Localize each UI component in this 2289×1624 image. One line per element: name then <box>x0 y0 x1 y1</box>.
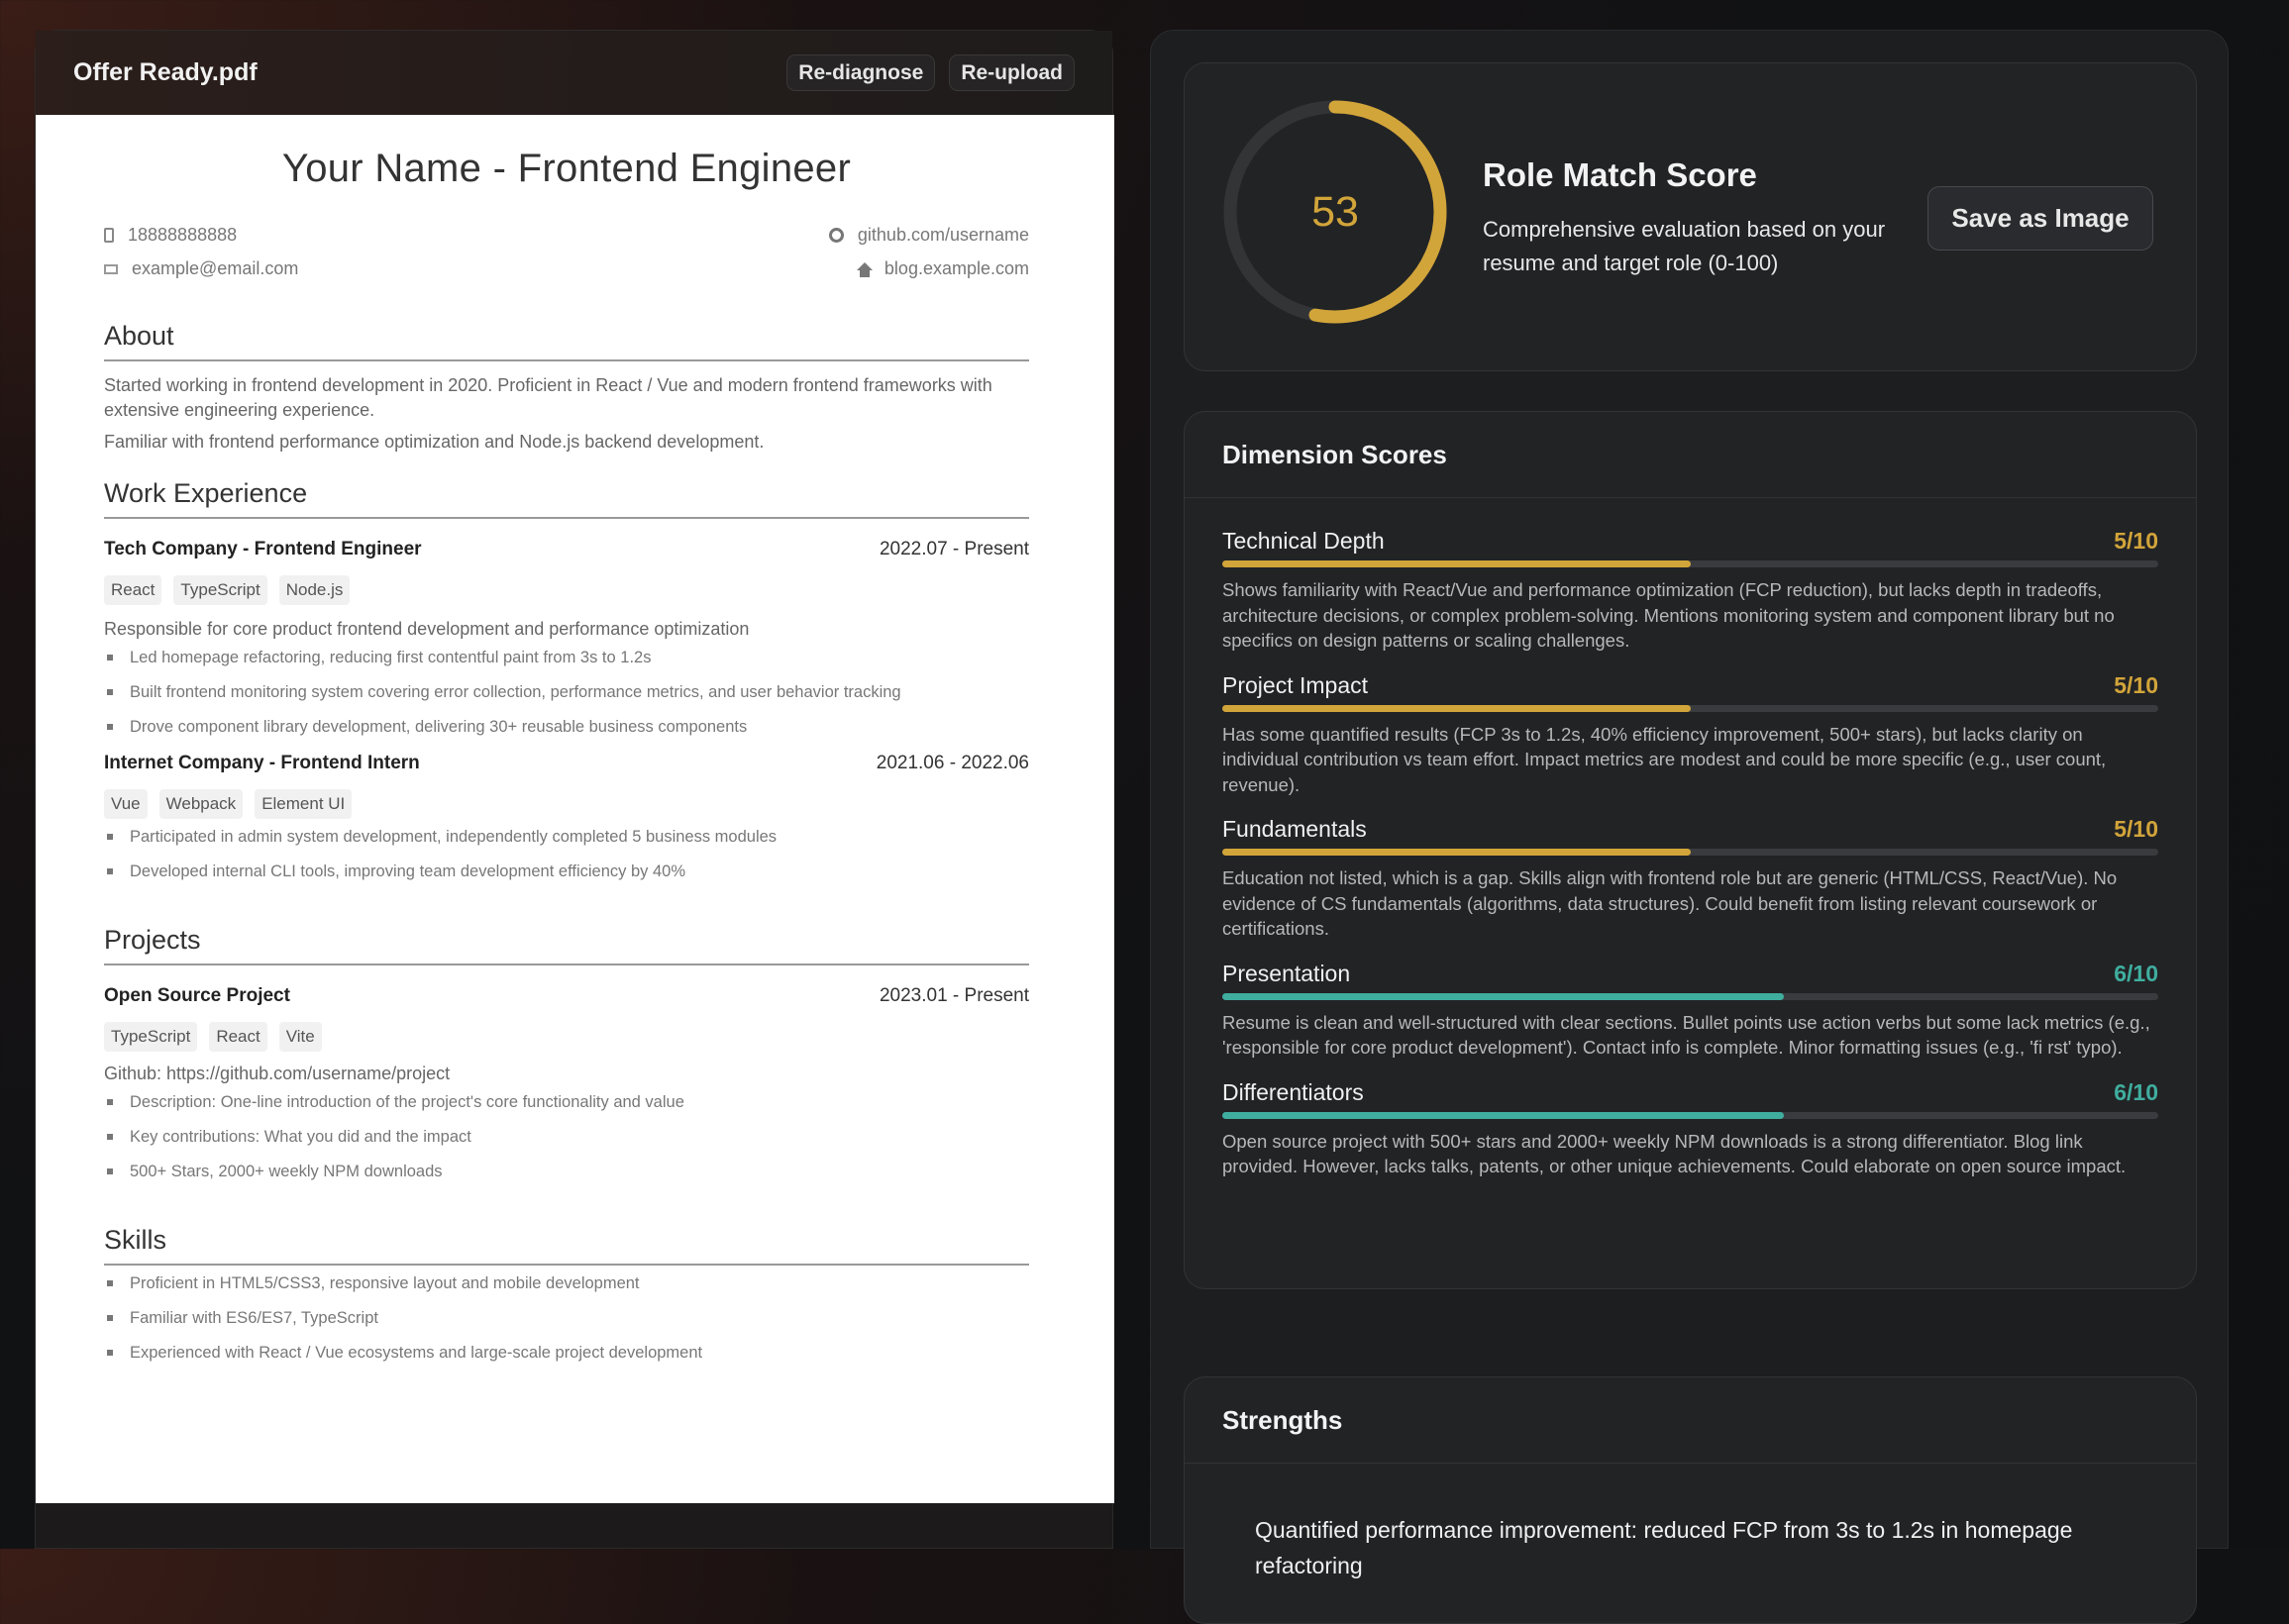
project-tags <box>104 1022 1029 1052</box>
save-as-image-button[interactable]: Save as Image <box>1927 186 2153 251</box>
dimension-name: Fundamentals <box>1222 816 1367 842</box>
dimension-scores-heading: Dimension Scores <box>1185 412 2196 498</box>
dimension-bar <box>1222 849 2158 856</box>
bullet-item: Description: One-line introduction of the project's core functionality and value <box>104 1092 1029 1112</box>
strengths-heading: Strengths <box>1185 1377 2196 1464</box>
dimension-header <box>1222 1079 2158 1106</box>
dimension-item <box>1222 528 2158 654</box>
dimension-description: Education not listed, which is a gap. Skills align with frontend role but are generic (HTML/CSS, React/Vue). No evidence of CS fundamentals (algorithms, data structures). Could benefit from listing relevant coursework or certifications. <box>1222 867 2118 939</box>
analysis-panel <box>1150 30 2229 1578</box>
skill-tag: Vite <box>279 1022 322 1052</box>
skill-tag: Element UI <box>255 789 352 819</box>
dimension-item <box>1222 1079 2158 1179</box>
contact-github <box>829 225 1029 246</box>
job-header <box>104 539 1029 560</box>
dimension-name: Project Impact <box>1222 671 1368 698</box>
strengths-card <box>1184 1376 2197 1624</box>
reupload-button[interactable]: Re-upload <box>949 54 1075 91</box>
score-title: Role Match Score <box>1483 156 1757 193</box>
job-summary: Responsible for core product frontend development and performance optimization <box>104 619 750 639</box>
rediagnose-button[interactable]: Re-diagnose <box>786 54 935 91</box>
skills-heading: Skills <box>104 1225 1029 1266</box>
job-bullets <box>104 648 1029 737</box>
dimension-description: Open source project with 500+ stars and 2000+ weekly NPM downloads is a strong differentiator. Blog link provided. However, lacks talks, patents, or other unique achievements. Could elaborate on open source impact. <box>1222 1130 2127 1176</box>
bullet-item: Drove component library development, delivering 30+ reusable business components <box>104 717 1029 737</box>
dimension-item <box>1222 961 2158 1061</box>
resume-title: Your Name - Frontend Engineer <box>281 147 852 190</box>
project-link: Github: https://github.com/username/project <box>104 1064 451 1083</box>
bullet-item: Developed internal CLI tools, improving team development efficiency by 40% <box>104 862 1029 881</box>
strength-item: Quantified performance improvement: reduced FCP from 3s to 1.2s in homepage refactoring <box>1255 1517 2073 1578</box>
dimension-description: Resume is clean and well-structured with clear sections. Bullet points use action verbs but some lack metrics (e.g., 'responsible for core product development'). Contact info is complete. Minor formatting issues (e.g., 'fi rst' typo). <box>1222 1011 2150 1058</box>
dimension-item <box>1222 816 2158 942</box>
file-name: Offer Ready.pdf <box>73 58 258 86</box>
blog-text: blog.example.com <box>884 258 1029 278</box>
mail-icon <box>104 264 118 274</box>
skill-tag: React <box>104 575 161 605</box>
contact-info <box>104 225 1029 279</box>
header-actions <box>786 54 1075 91</box>
dimension-score: 5/10 <box>2114 671 2158 698</box>
job-header <box>104 753 1029 774</box>
dimension-scores-card <box>1184 411 2197 1289</box>
skill-tag: React <box>209 1022 266 1052</box>
bullet-item: Participated in admin system development, independently completed 5 business modules <box>104 827 1029 847</box>
job-date: 2021.06 - 2022.06 <box>876 753 1029 773</box>
skill-tag: Webpack <box>159 789 244 819</box>
dimension-item <box>1222 672 2158 798</box>
dimension-bar <box>1222 1112 2158 1119</box>
dimension-description: Has some quantified results (FCP 3s to 1.2s, 40% efficiency improvement, 500+ stars), but lacks clarity on individual contribution vs team effort. Impact metrics are modest and could be more specific (e.g., user count, revenue). <box>1222 723 2107 795</box>
dimension-bar-fill <box>1222 705 1691 712</box>
skill-tag: Node.js <box>279 575 351 605</box>
dimension-bar <box>1222 705 2158 712</box>
contact-email <box>104 258 298 279</box>
project-date: 2023.01 - Present <box>879 985 1029 1006</box>
email-text: example@email.com <box>132 258 299 278</box>
job-title: Tech Company - Frontend Engineer <box>104 539 422 559</box>
dimension-description: Shows familiarity with React/Vue and performance optimization (FCP reduction), but lacks depth in tradeoffs, architecture decisions, or complex problem-solving. Mentions monitoring system and component library but no specifics on design patterns or scaling challenges. <box>1222 579 2115 651</box>
dimension-name: Differentiators <box>1222 1078 1364 1105</box>
about-heading: About <box>104 321 1029 361</box>
dimension-score: 6/10 <box>2114 960 2158 986</box>
job-title: Internet Company - Frontend Intern <box>104 753 420 773</box>
home-icon <box>857 262 871 276</box>
dimension-header <box>1222 961 2158 987</box>
dimension-header <box>1222 528 2158 555</box>
score-value: 53 <box>1311 187 1359 236</box>
projects-heading: Projects <box>104 925 1029 965</box>
job-bullets <box>104 827 1029 881</box>
job-tags <box>104 789 1029 819</box>
dimension-score: 6/10 <box>2114 1078 2158 1105</box>
dimension-name: Technical Depth <box>1222 528 1385 554</box>
about-line: Familiar with frontend performance optimization and Node.js backend development. <box>104 432 765 452</box>
project-bullets <box>104 1092 1029 1181</box>
dimension-bar-fill <box>1222 849 1691 856</box>
contact-phone <box>104 225 298 246</box>
resume-preview-header <box>36 31 1112 115</box>
job-tags <box>104 575 1029 605</box>
phone-icon <box>104 228 114 243</box>
skill-tag: Vue <box>104 789 148 819</box>
skill-tag: TypeScript <box>173 575 266 605</box>
contact-blog <box>857 258 1029 279</box>
dimension-bar <box>1222 560 2158 567</box>
dimension-list <box>1185 498 2196 1179</box>
dimension-score: 5/10 <box>2114 528 2158 554</box>
project-header <box>104 985 1029 1007</box>
github-text: github.com/username <box>857 225 1029 245</box>
work-heading: Work Experience <box>104 478 1029 519</box>
bullet-item: Built frontend monitoring system covering error collection, performance metrics, and user behavior tracking <box>104 682 1029 702</box>
bullet-item: Led homepage refactoring, reducing first contentful paint from 3s to 1.2s <box>104 648 1029 667</box>
dimension-header <box>1222 672 2158 699</box>
dimension-bar <box>1222 993 2158 1000</box>
about-line: Started working in frontend development in 2020. Proficient in React / Vue and modern frontend frameworks with extensive engineering experience. <box>104 375 992 420</box>
project-title: Open Source Project <box>104 985 290 1006</box>
dimension-bar-fill <box>1222 993 1784 1000</box>
dimension-name: Presentation <box>1222 960 1351 986</box>
skills-list <box>104 1273 1029 1363</box>
dimension-bar-fill <box>1222 560 1691 567</box>
dimension-header <box>1222 816 2158 843</box>
dimension-bar-fill <box>1222 1112 1784 1119</box>
phone-text: 18888888888 <box>128 225 238 245</box>
dimension-score: 5/10 <box>2114 816 2158 842</box>
resume-document <box>36 115 1114 1503</box>
bullet-item: Key contributions: What you did and the impact <box>104 1127 1029 1147</box>
role-match-card <box>1184 62 2197 371</box>
bullet-item: 500+ Stars, 2000+ weekly NPM downloads <box>104 1162 1029 1181</box>
skill-tag: TypeScript <box>104 1022 197 1052</box>
github-icon <box>829 228 844 243</box>
bullet-item: Experienced with React / Vue ecosystems and large-scale project development <box>104 1343 1029 1363</box>
score-description: Comprehensive evaluation based on your resume and target role (0-100) <box>1483 217 1886 275</box>
bullet-item: Proficient in HTML5/CSS3, responsive layout and mobile development <box>104 1273 1029 1293</box>
job-date: 2022.07 - Present <box>879 539 1029 559</box>
bullet-item: Familiar with ES6/ES7, TypeScript <box>104 1308 1029 1328</box>
resume-preview-panel <box>35 30 1113 1549</box>
